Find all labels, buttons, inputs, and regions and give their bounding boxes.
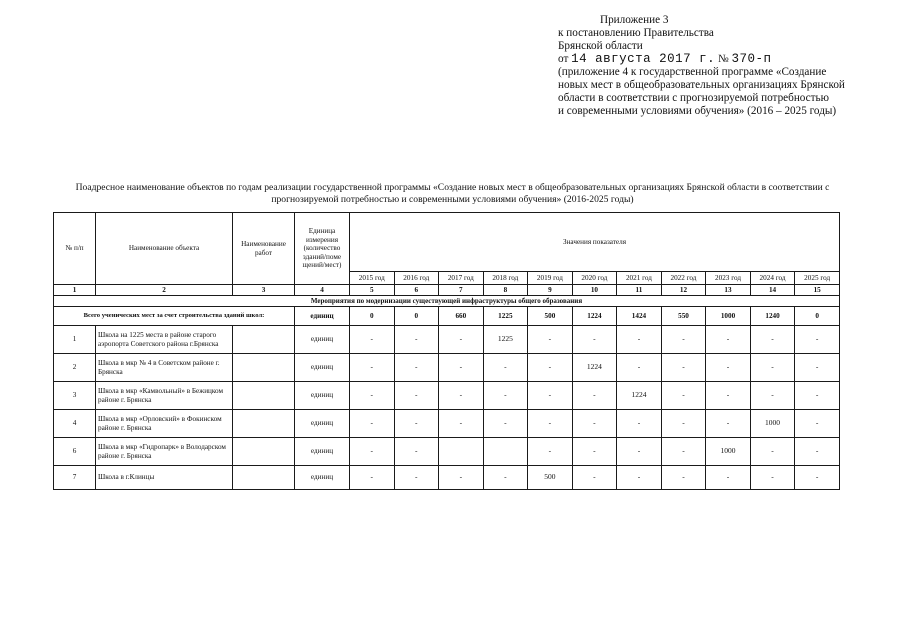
row-value: - bbox=[528, 382, 573, 410]
row-value: - bbox=[572, 410, 617, 438]
row-value: 500 bbox=[528, 466, 573, 490]
column-number: 2 bbox=[96, 285, 233, 296]
row-value: - bbox=[350, 410, 395, 438]
row-value: - bbox=[750, 326, 795, 354]
column-number: 11 bbox=[617, 285, 662, 296]
row-value: - bbox=[439, 326, 484, 354]
row-num: 4 bbox=[54, 410, 96, 438]
table-row bbox=[54, 438, 840, 466]
decree-number: 370-п bbox=[731, 52, 772, 66]
total-value: 0 bbox=[350, 307, 395, 326]
row-value: - bbox=[350, 438, 395, 466]
row-value: - bbox=[706, 466, 751, 490]
total-row bbox=[54, 307, 840, 326]
objects-table bbox=[53, 212, 840, 490]
program-ref-line-3: области в соответствии с прогнозируемой потребностью bbox=[558, 92, 829, 104]
column-number: 7 bbox=[439, 285, 484, 296]
row-unit: единиц bbox=[295, 410, 350, 438]
row-value: - bbox=[439, 466, 484, 490]
row-num: 3 bbox=[54, 382, 96, 410]
column-number: 8 bbox=[483, 285, 528, 296]
table-row bbox=[54, 410, 840, 438]
row-works bbox=[233, 382, 295, 410]
decree-date: 14 августа 2017 г. bbox=[571, 52, 716, 66]
row-num: 1 bbox=[54, 326, 96, 354]
row-value: - bbox=[483, 354, 528, 382]
row-works bbox=[233, 466, 295, 490]
column-number: 3 bbox=[233, 285, 295, 296]
row-works bbox=[233, 410, 295, 438]
year-cell: 2016 год bbox=[394, 272, 439, 285]
row-value: 1000 bbox=[750, 410, 795, 438]
total-value: 1240 bbox=[750, 307, 795, 326]
year-cell: 2015 год bbox=[350, 272, 395, 285]
row-object-name: Школа в г.Клинцы bbox=[96, 466, 233, 490]
row-object-name: Школа в мкр «Орловский» в Фокинском районе г. Брянска bbox=[96, 410, 233, 438]
annex-label: Приложение 3 bbox=[600, 14, 669, 26]
program-ref-line-4: и современными условиями обучения» (2016 – 2025 годы) bbox=[558, 105, 837, 117]
row-unit: единиц bbox=[295, 438, 350, 466]
row-value bbox=[483, 438, 528, 466]
column-number: 15 bbox=[795, 285, 840, 296]
row-value: - bbox=[394, 354, 439, 382]
row-value: - bbox=[483, 466, 528, 490]
row-value: - bbox=[394, 326, 439, 354]
row-value: - bbox=[439, 382, 484, 410]
total-value: 550 bbox=[661, 307, 706, 326]
row-value: - bbox=[617, 466, 662, 490]
row-value: - bbox=[795, 466, 840, 490]
header-values: Значения показателя bbox=[350, 213, 840, 272]
row-unit: единиц bbox=[295, 382, 350, 410]
row-value: 1224 bbox=[617, 382, 662, 410]
row-value: - bbox=[706, 410, 751, 438]
table-row bbox=[54, 326, 840, 354]
number-prefix: № bbox=[717, 53, 729, 65]
header-row bbox=[54, 213, 840, 272]
column-number: 12 bbox=[661, 285, 706, 296]
row-value: - bbox=[350, 466, 395, 490]
header-unit: Единица измерения (количество зданий/поме щений/мест) bbox=[295, 213, 350, 285]
row-value bbox=[439, 438, 484, 466]
year-cell: 2017 год bbox=[439, 272, 484, 285]
row-value: - bbox=[394, 382, 439, 410]
row-value: - bbox=[795, 382, 840, 410]
row-value: - bbox=[795, 438, 840, 466]
row-value: - bbox=[617, 326, 662, 354]
row-num: 6 bbox=[54, 438, 96, 466]
program-ref-line-1: (приложение 4 к государственной программе «Создание bbox=[558, 66, 827, 78]
year-cell: 2019 год bbox=[528, 272, 573, 285]
row-object-name: Школа в мкр «Гидропарк» в Володарском районе г. Брянска bbox=[96, 438, 233, 466]
row-value: - bbox=[617, 410, 662, 438]
row-value: - bbox=[795, 410, 840, 438]
program-ref-line-2: новых мест в общеобразовательных организациях Брянской bbox=[558, 79, 845, 91]
decree-date-line bbox=[558, 53, 878, 66]
column-number: 10 bbox=[572, 285, 617, 296]
row-works bbox=[233, 354, 295, 382]
year-cell: 2024 год bbox=[750, 272, 795, 285]
row-works bbox=[233, 326, 295, 354]
total-label: Всего ученических мест за счет строительства зданий школ: bbox=[54, 307, 295, 326]
column-number: 14 bbox=[750, 285, 795, 296]
row-value: - bbox=[617, 354, 662, 382]
row-value: - bbox=[795, 326, 840, 354]
header-num: № п/п bbox=[54, 213, 96, 285]
row-value: - bbox=[439, 410, 484, 438]
row-value: - bbox=[572, 326, 617, 354]
row-value: - bbox=[350, 354, 395, 382]
row-value: - bbox=[572, 466, 617, 490]
total-value: 1224 bbox=[572, 307, 617, 326]
row-value: 1225 bbox=[483, 326, 528, 354]
date-prefix: от bbox=[558, 53, 569, 65]
row-object-name: Школа в мкр «Камвольный» в Бежицком районе г. Брянска bbox=[96, 382, 233, 410]
row-value: - bbox=[394, 410, 439, 438]
total-value: 500 bbox=[528, 307, 573, 326]
row-num: 2 bbox=[54, 354, 96, 382]
table-row bbox=[54, 382, 840, 410]
total-value: 0 bbox=[795, 307, 840, 326]
row-value: 1000 bbox=[706, 438, 751, 466]
row-object-name: Школа в мкр № 4 в Советском районе г. Брянска bbox=[96, 354, 233, 382]
row-unit: единиц bbox=[295, 354, 350, 382]
row-works bbox=[233, 438, 295, 466]
column-number: 13 bbox=[706, 285, 751, 296]
row-value: - bbox=[661, 438, 706, 466]
row-value: - bbox=[483, 410, 528, 438]
column-number: 5 bbox=[350, 285, 395, 296]
total-value: 0 bbox=[394, 307, 439, 326]
year-cell: 2020 год bbox=[572, 272, 617, 285]
year-cell: 2023 год bbox=[706, 272, 751, 285]
section-row bbox=[54, 296, 840, 307]
row-value: - bbox=[795, 354, 840, 382]
row-value: - bbox=[439, 354, 484, 382]
header-object: Наименование объекта bbox=[96, 213, 233, 285]
total-unit: единиц bbox=[295, 307, 350, 326]
row-value: - bbox=[528, 410, 573, 438]
table-row bbox=[54, 354, 840, 382]
row-value: - bbox=[706, 354, 751, 382]
row-value: - bbox=[661, 326, 706, 354]
row-unit: единиц bbox=[295, 466, 350, 490]
row-value: - bbox=[350, 326, 395, 354]
column-numbers-row bbox=[54, 285, 840, 296]
row-value: - bbox=[706, 382, 751, 410]
total-value: 1225 bbox=[483, 307, 528, 326]
row-num: 7 bbox=[54, 466, 96, 490]
row-value: - bbox=[394, 438, 439, 466]
year-cell: 2025 год bbox=[795, 272, 840, 285]
row-value: - bbox=[572, 438, 617, 466]
row-value: - bbox=[661, 410, 706, 438]
year-cell: 2018 год bbox=[483, 272, 528, 285]
row-value: - bbox=[394, 466, 439, 490]
total-value: 1000 bbox=[706, 307, 751, 326]
row-value: - bbox=[706, 326, 751, 354]
row-value: - bbox=[750, 382, 795, 410]
row-value: - bbox=[572, 382, 617, 410]
header-works: Наименование работ bbox=[233, 213, 295, 285]
total-value: 660 bbox=[439, 307, 484, 326]
row-value: 1224 bbox=[572, 354, 617, 382]
document-header bbox=[558, 14, 878, 118]
row-value: - bbox=[528, 326, 573, 354]
row-value: - bbox=[750, 354, 795, 382]
row-value: - bbox=[350, 382, 395, 410]
column-number: 6 bbox=[394, 285, 439, 296]
row-value: - bbox=[661, 466, 706, 490]
year-cell: 2021 год bbox=[617, 272, 662, 285]
column-number: 4 bbox=[295, 285, 350, 296]
total-value: 1424 bbox=[617, 307, 662, 326]
table-row bbox=[54, 466, 840, 490]
row-value: - bbox=[661, 354, 706, 382]
row-object-name: Школа на 1225 места в районе старого аэропорта Советского района г.Брянска bbox=[96, 326, 233, 354]
document-title: Поадресное наименование объектов по годам реализации государственной программы «Создание новых мест в общеобразовательных организациях Брянской области в соответствии с прогнозируемой потребностью и современными условиями обучения» (2016-2025 годы) bbox=[75, 182, 830, 205]
section-title: Мероприятия по модернизации существующей инфраструктуры общего образования bbox=[54, 296, 840, 307]
row-value: - bbox=[528, 438, 573, 466]
column-number: 1 bbox=[54, 285, 96, 296]
row-value: - bbox=[750, 438, 795, 466]
row-value: - bbox=[617, 438, 662, 466]
row-value: - bbox=[750, 466, 795, 490]
region-name: Брянской области bbox=[558, 40, 643, 52]
row-value: - bbox=[661, 382, 706, 410]
year-cell: 2022 год bbox=[661, 272, 706, 285]
row-value: - bbox=[528, 354, 573, 382]
row-unit: единиц bbox=[295, 326, 350, 354]
column-number: 9 bbox=[528, 285, 573, 296]
row-value: - bbox=[483, 382, 528, 410]
decree-ref: к постановлению Правительства bbox=[558, 27, 714, 39]
